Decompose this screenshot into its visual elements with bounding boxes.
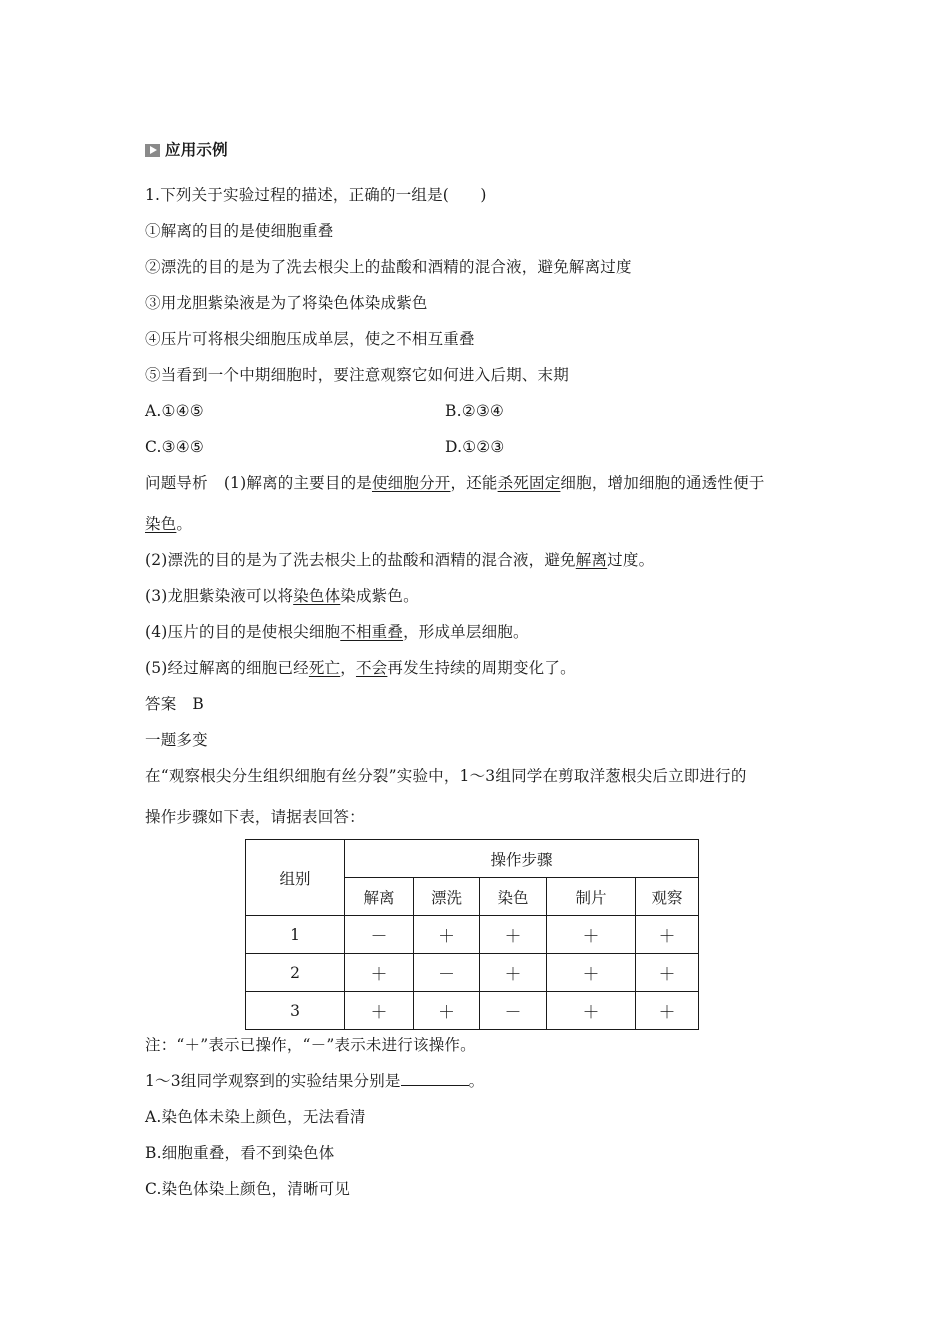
table-cell: ＋ [547, 954, 636, 992]
table-cell: ＋ [414, 916, 480, 954]
table-note: 注：“＋”表示已操作，“－”表示未进行该操作。 [145, 1036, 476, 1054]
table-cell: － [480, 992, 547, 1030]
table-cell: ＋ [547, 992, 636, 1030]
section-title: 应用示例 [165, 140, 228, 159]
analysis-paragraph-3 [145, 586, 419, 606]
underlined-term: 死亡 [308, 659, 341, 677]
underlined-term: 染色体 [293, 587, 341, 605]
group-cell: 1 [246, 916, 345, 954]
underlined-term: 使细胞分开 [371, 474, 451, 492]
option-d: D.①②③ [445, 438, 505, 456]
analysis-text: (1)解离的主要目的是 [223, 474, 372, 492]
table-cell: ＋ [480, 954, 547, 992]
analysis-text: 。 [176, 515, 193, 533]
analysis-text: (4)压片的目的是使根尖细胞 [145, 623, 341, 641]
analysis-text: (3)龙胆紫染液可以将 [145, 587, 294, 605]
column-header: 观察 [636, 878, 699, 916]
table-cell: ＋ [414, 992, 480, 1030]
variant-heading: 一题多变 [145, 731, 208, 749]
answer-blank [401, 1071, 469, 1086]
underlined-term: 不相重叠 [340, 623, 404, 641]
analysis-paragraph-1-cont [145, 514, 192, 534]
play-arrow-icon [145, 144, 160, 157]
option-b: B.②③④ [445, 402, 505, 420]
underlined-term: 杀死固定 [497, 474, 561, 492]
table-cell: ＋ [345, 954, 414, 992]
analysis-text: 染成紫色。 [340, 587, 419, 605]
group-cell: 3 [246, 992, 345, 1030]
underlined-term: 染色 [145, 515, 177, 533]
table-cell: ＋ [636, 954, 699, 992]
variant-question-text: 1～3组同学观察到的实验结果分别是 [145, 1072, 401, 1090]
variant-question [145, 1071, 484, 1091]
table-cell: ＋ [345, 992, 414, 1030]
answer-value: B [192, 695, 204, 713]
answer-line [145, 694, 204, 714]
analysis-text: 细胞，增加细胞的通透性便于 [560, 474, 765, 492]
statement-5: ⑤当看到一个中期细胞时，要注意观察它如何进入后期、末期 [145, 366, 569, 384]
table-cell: ＋ [547, 916, 636, 954]
section-heading [145, 140, 228, 160]
table-cell: ＋ [636, 992, 699, 1030]
analysis-paragraph-4 [145, 622, 529, 642]
analysis-text: ，形成单层细胞。 [403, 623, 529, 641]
analysis-text: 再发生持续的周期变化了。 [387, 659, 576, 677]
table-row [246, 992, 699, 1030]
table-cell: － [345, 916, 414, 954]
table-cell: － [414, 954, 480, 992]
column-header: 制片 [547, 878, 636, 916]
underlined-term: 解离 [575, 551, 608, 569]
column-header: 染色 [480, 878, 547, 916]
table-cell: ＋ [636, 916, 699, 954]
variant-question-end: 。 [468, 1072, 485, 1090]
option-c: C.③④⑤ [145, 438, 204, 456]
analysis-text: 过度。 [607, 551, 655, 569]
analysis-paragraph-5 [145, 658, 576, 678]
analysis-label: 问题导析 [145, 474, 208, 492]
table-row [246, 954, 699, 992]
table-cell: ＋ [480, 916, 547, 954]
operation-steps-table [245, 839, 699, 1030]
option-a: A.①④⑤ [145, 402, 204, 420]
statement-1: ①解离的目的是使细胞重叠 [145, 222, 334, 240]
choice-b: B.细胞重叠，看不到染色体 [145, 1144, 335, 1162]
statement-3: ③用龙胆紫染液是为了将染色体染成紫色 [145, 294, 428, 312]
choice-a: A.染色体未染上颜色，无法看清 [145, 1108, 366, 1126]
choice-c: C.染色体染上颜色，清晰可见 [145, 1180, 351, 1198]
analysis-paragraph-2 [145, 550, 654, 570]
analysis-text: ，还能 [450, 474, 498, 492]
question-stem: 1.下列关于实验过程的描述，正确的一组是( ) [145, 186, 487, 204]
analysis-paragraph-1 [145, 473, 765, 493]
analysis-text: (2)漂洗的目的是为了洗去根尖上的盐酸和酒精的混合液，避免 [145, 551, 576, 569]
column-header: 解离 [345, 878, 414, 916]
variant-intro-1: 在“观察根尖分生组织细胞有丝分裂”实验中，1～3组同学在剪取洋葱根尖后立即进行的 [145, 767, 747, 785]
group-header: 组别 [246, 840, 345, 916]
steps-header: 操作步骤 [345, 840, 699, 878]
underlined-term: 不会 [355, 659, 388, 677]
table-row [246, 916, 699, 954]
variant-intro-2: 操作步骤如下表，请据表回答： [145, 808, 365, 826]
answer-label: 答案 [145, 695, 177, 713]
analysis-text: (5)经过解离的细胞已经 [145, 659, 309, 677]
statement-4: ④压片可将根尖细胞压成单层，使之不相互重叠 [145, 330, 475, 348]
analysis-text: ， [340, 659, 356, 677]
group-cell: 2 [246, 954, 345, 992]
statement-2: ②漂洗的目的是为了洗去根尖上的盐酸和酒精的混合液，避免解离过度 [145, 258, 632, 276]
column-header: 漂洗 [414, 878, 480, 916]
